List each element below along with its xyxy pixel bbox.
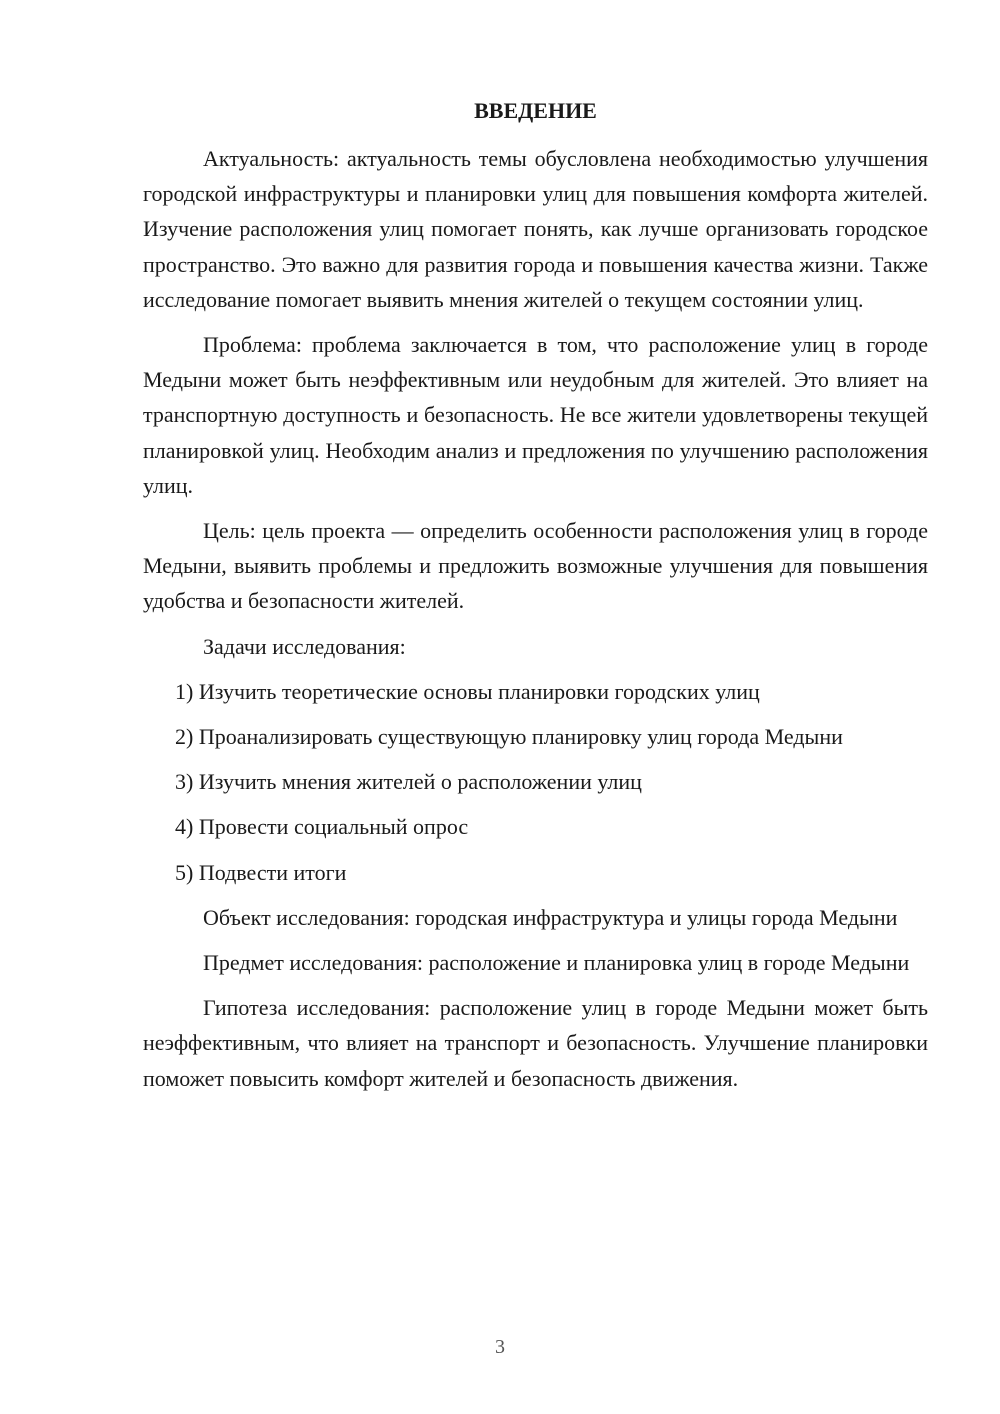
- task-item-2: 2) Проанализировать существующую планировку улиц города Медыни: [175, 724, 843, 750]
- object-paragraph: Объект исследования: городская инфраструктура и улицы города Медыни: [203, 904, 898, 930]
- page-title: ВВЕДЕНИЕ: [474, 98, 597, 123]
- relevance-paragraph: Актуальность: актуальность темы обусловлена необходимостью улучшения городской инфраструктуры и планировки улиц для повышения комфорта жителей. Изучение расположения улиц помогает понять, как лучше организовать городское пространство. Это важно для развития города и повышения качества жизни. Также исследование помогает выявить мнения жителей о текущем состоянии улиц.: [143, 146, 928, 312]
- task-item-4: 4) Провести социальный опрос: [175, 814, 469, 840]
- task-item-3: 3) Изучить мнения жителей о расположении улиц: [175, 769, 642, 795]
- tasks-heading: Задачи исследования:: [203, 633, 406, 659]
- subject-paragraph: Предмет исследования: расположение и планировка улиц в городе Медыни: [203, 950, 910, 976]
- task-item-1: 1) Изучить теоретические основы планировки городских улиц: [175, 678, 760, 704]
- page-number: 3: [495, 1336, 505, 1358]
- problem-paragraph: Проблема: проблема заключается в том, что расположение улиц в городе Медыни может быть неэффективным или неудобным для жителей. Это влияет на транспортную доступность и безопасность. Не все жители удовлетворены текущей планировкой улиц. Необходим анализ и предложения по улучшению расположения улиц.: [143, 332, 928, 498]
- hypothesis-paragraph: Гипотеза исследования: расположение улиц в городе Медыни может быть неэффективным, что влияет на транспорт и безопасность. Улучшение планировки поможет повысить комфорт жителей и безопасность движения.: [143, 995, 928, 1091]
- task-item-5: 5) Подвести итоги: [175, 859, 347, 885]
- document-body: [143, 141, 928, 1106]
- goal-paragraph: Цель: цель проекта — определить особенности расположения улиц в городе Медыни, выявить проблемы и предложить возможные улучшения для повышения удобства и безопасности жителей.: [143, 518, 928, 614]
